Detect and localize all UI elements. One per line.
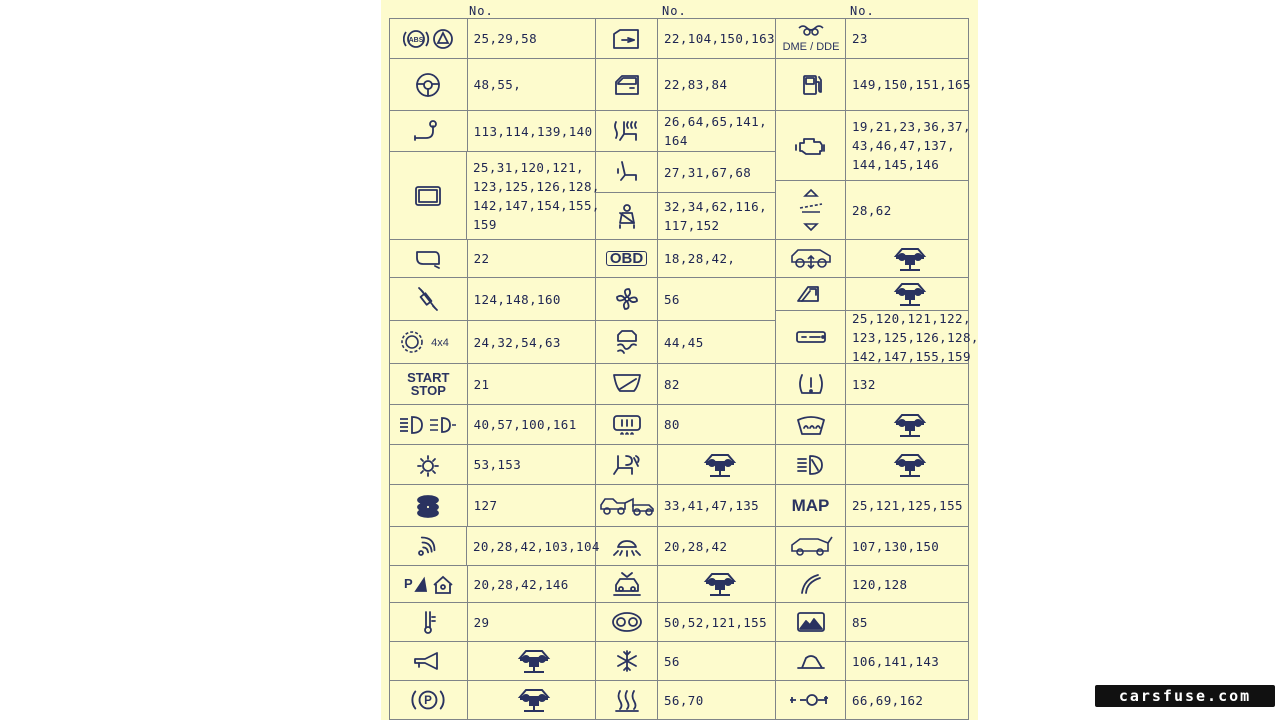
fuse-numbers-text: 22,104,150,163 bbox=[664, 31, 775, 46]
fuse-row bbox=[776, 602, 969, 641]
svg-text:ABS: ABS bbox=[408, 36, 424, 44]
car-door-icon bbox=[596, 59, 658, 110]
fuse-numbers-text: 127 bbox=[473, 498, 498, 513]
fuse-numbers-text: 85 bbox=[852, 614, 868, 630]
fuse-numbers-text: 20,28,42,146 bbox=[473, 576, 569, 592]
fuse-row bbox=[776, 239, 969, 277]
fuse-numbers bbox=[468, 405, 596, 444]
fuse-numbers bbox=[467, 152, 600, 239]
fuse-row bbox=[596, 110, 776, 151]
fuse-numbers bbox=[468, 603, 596, 641]
fuse-numbers-text: 26,64,65,141, 164 bbox=[664, 114, 768, 148]
fuse-row bbox=[389, 602, 596, 641]
fuse-numbers bbox=[658, 240, 776, 277]
fuse-numbers-text: 56,70 bbox=[664, 692, 704, 708]
fuse-numbers-text: 25,120,121,122, 123,125,126,128, 142,147,155,159 bbox=[852, 310, 979, 364]
fuse-numbers-text: 32,34,62,116, 117,152 bbox=[664, 199, 768, 233]
fuse-row bbox=[596, 680, 776, 720]
fuse-numbers-text: 28,62 bbox=[852, 202, 892, 218]
fuse-numbers bbox=[658, 603, 776, 641]
fuse-numbers-text: 22 bbox=[473, 251, 490, 266]
fuse-numbers-text: 50,52,121,155 bbox=[664, 614, 768, 630]
convertible-top-icon bbox=[776, 642, 846, 680]
air-conditioning-icon bbox=[596, 642, 658, 680]
rear-defrost-icon bbox=[596, 405, 658, 444]
fuse-numbers-text: 132 bbox=[852, 376, 876, 392]
lift-icon bbox=[846, 445, 969, 484]
wireless-signal-icon bbox=[390, 527, 467, 565]
fan-icon bbox=[596, 278, 658, 320]
fuse-row bbox=[776, 526, 969, 565]
stability-control-icon bbox=[596, 321, 658, 363]
fuse-row bbox=[389, 58, 596, 110]
fuse-row bbox=[389, 151, 600, 239]
exterior-light-icon bbox=[390, 445, 468, 484]
tire-pressure-icon bbox=[776, 364, 846, 404]
fuse-row bbox=[596, 602, 776, 641]
fuse-numbers bbox=[658, 19, 776, 58]
handle-icon bbox=[776, 566, 846, 602]
fuse-row bbox=[389, 363, 596, 404]
fuse-numbers-text: 25,29,58 bbox=[473, 31, 538, 46]
fuse-row bbox=[596, 484, 776, 526]
fuse-numbers-text: 44,45 bbox=[664, 334, 704, 350]
start-stop-icon: START STOP bbox=[390, 364, 468, 404]
fuse-row bbox=[776, 18, 969, 58]
fuse-row bbox=[776, 110, 969, 180]
fuse-numbers-text: 29 bbox=[473, 614, 490, 630]
fuel-pump-icon bbox=[776, 59, 846, 110]
lift-icon bbox=[658, 566, 776, 602]
fuse-row bbox=[389, 565, 596, 602]
fuse-numbers bbox=[658, 321, 776, 363]
fuse-row bbox=[596, 565, 776, 602]
headlight-washer-icon bbox=[776, 445, 846, 484]
seat-heating-icon bbox=[596, 111, 658, 151]
fuse-numbers-text: 19,21,23,36,37, 43,46,47,137, 144,145,146 bbox=[852, 119, 971, 172]
fuse-row bbox=[389, 277, 596, 320]
fuse-table-col3 bbox=[776, 18, 979, 720]
fuse-row bbox=[776, 680, 969, 720]
obd-icon: OBD bbox=[596, 240, 658, 277]
column-header-3: No. bbox=[850, 4, 875, 18]
fuse-numbers bbox=[468, 445, 596, 484]
instrument-cluster-icon bbox=[596, 603, 658, 641]
steering-wheel-icon bbox=[390, 59, 468, 110]
heater-icon bbox=[596, 681, 658, 719]
fuse-row bbox=[596, 444, 776, 484]
socket-icon bbox=[776, 681, 846, 719]
fuse-row bbox=[776, 565, 969, 602]
fuse-row bbox=[389, 404, 596, 444]
fuse-numbers-text: 82 bbox=[664, 376, 680, 392]
seat-adjust-icon bbox=[596, 152, 658, 192]
fuse-numbers-text: 20,28,42 bbox=[664, 538, 728, 554]
column-header-1: No. bbox=[469, 4, 494, 18]
fuse-row bbox=[389, 680, 596, 720]
speaker-icon bbox=[390, 485, 468, 526]
fuse-row bbox=[596, 404, 776, 444]
svg-text:4x4: 4x4 bbox=[431, 337, 450, 349]
map-icon: MAP bbox=[776, 485, 846, 526]
fuse-numbers-text: 22,83,84 bbox=[664, 77, 728, 92]
fuse-numbers bbox=[658, 642, 776, 680]
fuse-row bbox=[776, 277, 969, 310]
fuse-numbers bbox=[658, 152, 776, 192]
fuse-numbers bbox=[846, 527, 969, 565]
fuse-numbers-text: 149,150,151,165 bbox=[852, 77, 971, 92]
fuse-numbers bbox=[846, 485, 969, 526]
fuse-numbers bbox=[846, 111, 969, 180]
fuse-numbers-text: 20,28,42,103,104 bbox=[473, 538, 600, 554]
wiper-icon bbox=[596, 364, 658, 404]
parking-brake-icon bbox=[390, 681, 468, 719]
fuse-numbers bbox=[846, 181, 969, 239]
fuse-numbers bbox=[658, 485, 776, 526]
fuse-row bbox=[596, 320, 776, 363]
fuse-row bbox=[596, 526, 776, 565]
fuse-row bbox=[776, 310, 979, 364]
fuse-numbers-text: 107,130,150 bbox=[852, 538, 940, 554]
power-window-icon bbox=[596, 19, 658, 58]
column-header-2: No. bbox=[662, 4, 687, 18]
temperature-icon bbox=[390, 603, 468, 641]
fuse-row bbox=[776, 641, 969, 680]
fuse-row bbox=[776, 404, 969, 444]
fuse-numbers bbox=[468, 485, 596, 526]
fuse-row bbox=[596, 151, 776, 192]
fuse-row bbox=[596, 641, 776, 680]
fuse-numbers bbox=[658, 405, 776, 444]
headlight-fog-icon bbox=[390, 405, 468, 444]
fuse-row bbox=[596, 277, 776, 320]
fuse-numbers bbox=[658, 681, 776, 719]
fuse-numbers bbox=[846, 310, 979, 364]
fuse-row bbox=[596, 363, 776, 404]
fuse-numbers bbox=[468, 59, 596, 110]
fuse-numbers-text: 21 bbox=[473, 376, 490, 392]
fuse-numbers-text: 23 bbox=[852, 31, 868, 46]
monitor-icon bbox=[776, 603, 846, 641]
fuse-numbers-text: 25,121,125,155 bbox=[852, 498, 963, 513]
fuse-icon bbox=[390, 278, 468, 320]
fuse-row bbox=[389, 444, 596, 484]
fuse-numbers bbox=[658, 278, 776, 320]
tailgate-icon bbox=[776, 527, 846, 565]
lift-icon bbox=[658, 445, 776, 484]
fuse-row bbox=[389, 110, 596, 151]
svg-text:DME / DDE: DME / DDE bbox=[782, 40, 839, 53]
fuse-table-col1 bbox=[389, 18, 600, 720]
fuse-numbers-text: 124,148,160 bbox=[473, 291, 561, 307]
fuse-numbers bbox=[468, 111, 596, 151]
tow-truck-icon bbox=[596, 485, 658, 526]
park-distance-home-icon bbox=[390, 566, 468, 602]
fuse-numbers-text: 66,69,162 bbox=[852, 692, 924, 708]
fuse-numbers-text: 48,55, bbox=[473, 77, 522, 92]
fuse-numbers-text: 56 bbox=[664, 291, 680, 307]
site-watermark: carsfuse.com bbox=[1095, 685, 1275, 707]
suv-level-icon bbox=[776, 240, 846, 277]
fuse-numbers bbox=[846, 566, 969, 602]
windshield-heater-icon bbox=[776, 405, 846, 444]
fuse-numbers bbox=[467, 527, 600, 565]
fuse-row bbox=[596, 239, 776, 277]
fuse-numbers bbox=[468, 19, 596, 58]
fuse-row bbox=[776, 484, 969, 526]
fuse-numbers-text: 18,28,42, bbox=[664, 251, 736, 266]
trailer-hitch-icon bbox=[390, 111, 468, 151]
fuse-numbers bbox=[658, 193, 776, 239]
svg-text:P: P bbox=[424, 694, 433, 708]
radio-icon bbox=[776, 311, 846, 363]
lift-icon bbox=[468, 642, 596, 680]
lift-icon bbox=[846, 278, 969, 310]
fuse-numbers bbox=[658, 59, 776, 110]
fuse-numbers bbox=[468, 364, 596, 404]
fuse-row bbox=[776, 363, 969, 404]
dme-dde-icon bbox=[776, 19, 846, 58]
car-service-icon bbox=[596, 566, 658, 602]
fuse-numbers bbox=[468, 566, 596, 602]
fuse-numbers-text: 24,32,54,63 bbox=[473, 334, 561, 350]
fuse-row bbox=[389, 484, 596, 526]
seatbelt-icon bbox=[596, 193, 658, 239]
fuse-row bbox=[596, 58, 776, 110]
fuse-numbers-text: 27,31,67,68 bbox=[664, 164, 752, 180]
4x4-gear-icon bbox=[390, 321, 468, 363]
fuse-row bbox=[389, 526, 600, 565]
horn-icon bbox=[390, 642, 468, 680]
display-screen-icon bbox=[390, 152, 467, 239]
lift-icon bbox=[846, 405, 969, 444]
engine-icon bbox=[776, 111, 846, 180]
fuse-numbers bbox=[658, 527, 776, 565]
fuse-numbers-text: 25,31,120,121, 123,125,126,128, 142,147,154,155, 159 bbox=[473, 159, 600, 232]
fuse-chart-sheet bbox=[381, 0, 978, 720]
exterior-mirror-icon bbox=[390, 240, 468, 277]
fuse-numbers-text: 106,141,143 bbox=[852, 653, 940, 669]
fuse-row bbox=[389, 18, 596, 58]
fuse-numbers bbox=[658, 111, 776, 151]
fuse-numbers bbox=[468, 278, 596, 320]
fuse-numbers-text: 113,114,139,140 bbox=[473, 123, 593, 139]
fuse-numbers bbox=[658, 364, 776, 404]
fuse-numbers bbox=[468, 240, 596, 277]
fuse-row bbox=[389, 320, 596, 363]
fuse-numbers bbox=[846, 59, 969, 110]
fuse-table-col2 bbox=[596, 18, 776, 720]
fuse-numbers-text: 120,128 bbox=[852, 576, 908, 592]
fuse-numbers bbox=[846, 603, 969, 641]
fuse-row bbox=[776, 58, 969, 110]
fuse-numbers-text: 40,57,100,161 bbox=[473, 417, 577, 432]
fuse-row bbox=[389, 239, 596, 277]
fuse-row bbox=[389, 641, 596, 680]
height-adjust-icon bbox=[776, 181, 846, 239]
fuse-numbers bbox=[468, 321, 596, 363]
fuse-row bbox=[596, 18, 776, 58]
fuse-row bbox=[596, 192, 776, 239]
lift-icon bbox=[468, 681, 596, 719]
fuse-numbers-text: 80 bbox=[664, 417, 680, 432]
fuse-numbers bbox=[846, 364, 969, 404]
seat-massage-icon bbox=[596, 445, 658, 484]
fuse-numbers bbox=[846, 681, 969, 719]
fuse-numbers-text: 56 bbox=[664, 653, 680, 669]
abs-warning-icon bbox=[390, 19, 468, 58]
svg-text:P: P bbox=[404, 576, 413, 591]
interior-light-icon bbox=[596, 527, 658, 565]
fuse-numbers bbox=[846, 19, 969, 58]
lift-icon bbox=[846, 240, 969, 277]
fuse-numbers-text: 53,153 bbox=[473, 457, 522, 472]
fuse-row bbox=[776, 180, 969, 239]
fuse-row bbox=[776, 444, 969, 484]
sunroof-icon bbox=[776, 278, 846, 310]
fuse-numbers bbox=[846, 642, 969, 680]
fuse-numbers-text: 33,41,47,135 bbox=[664, 498, 760, 513]
